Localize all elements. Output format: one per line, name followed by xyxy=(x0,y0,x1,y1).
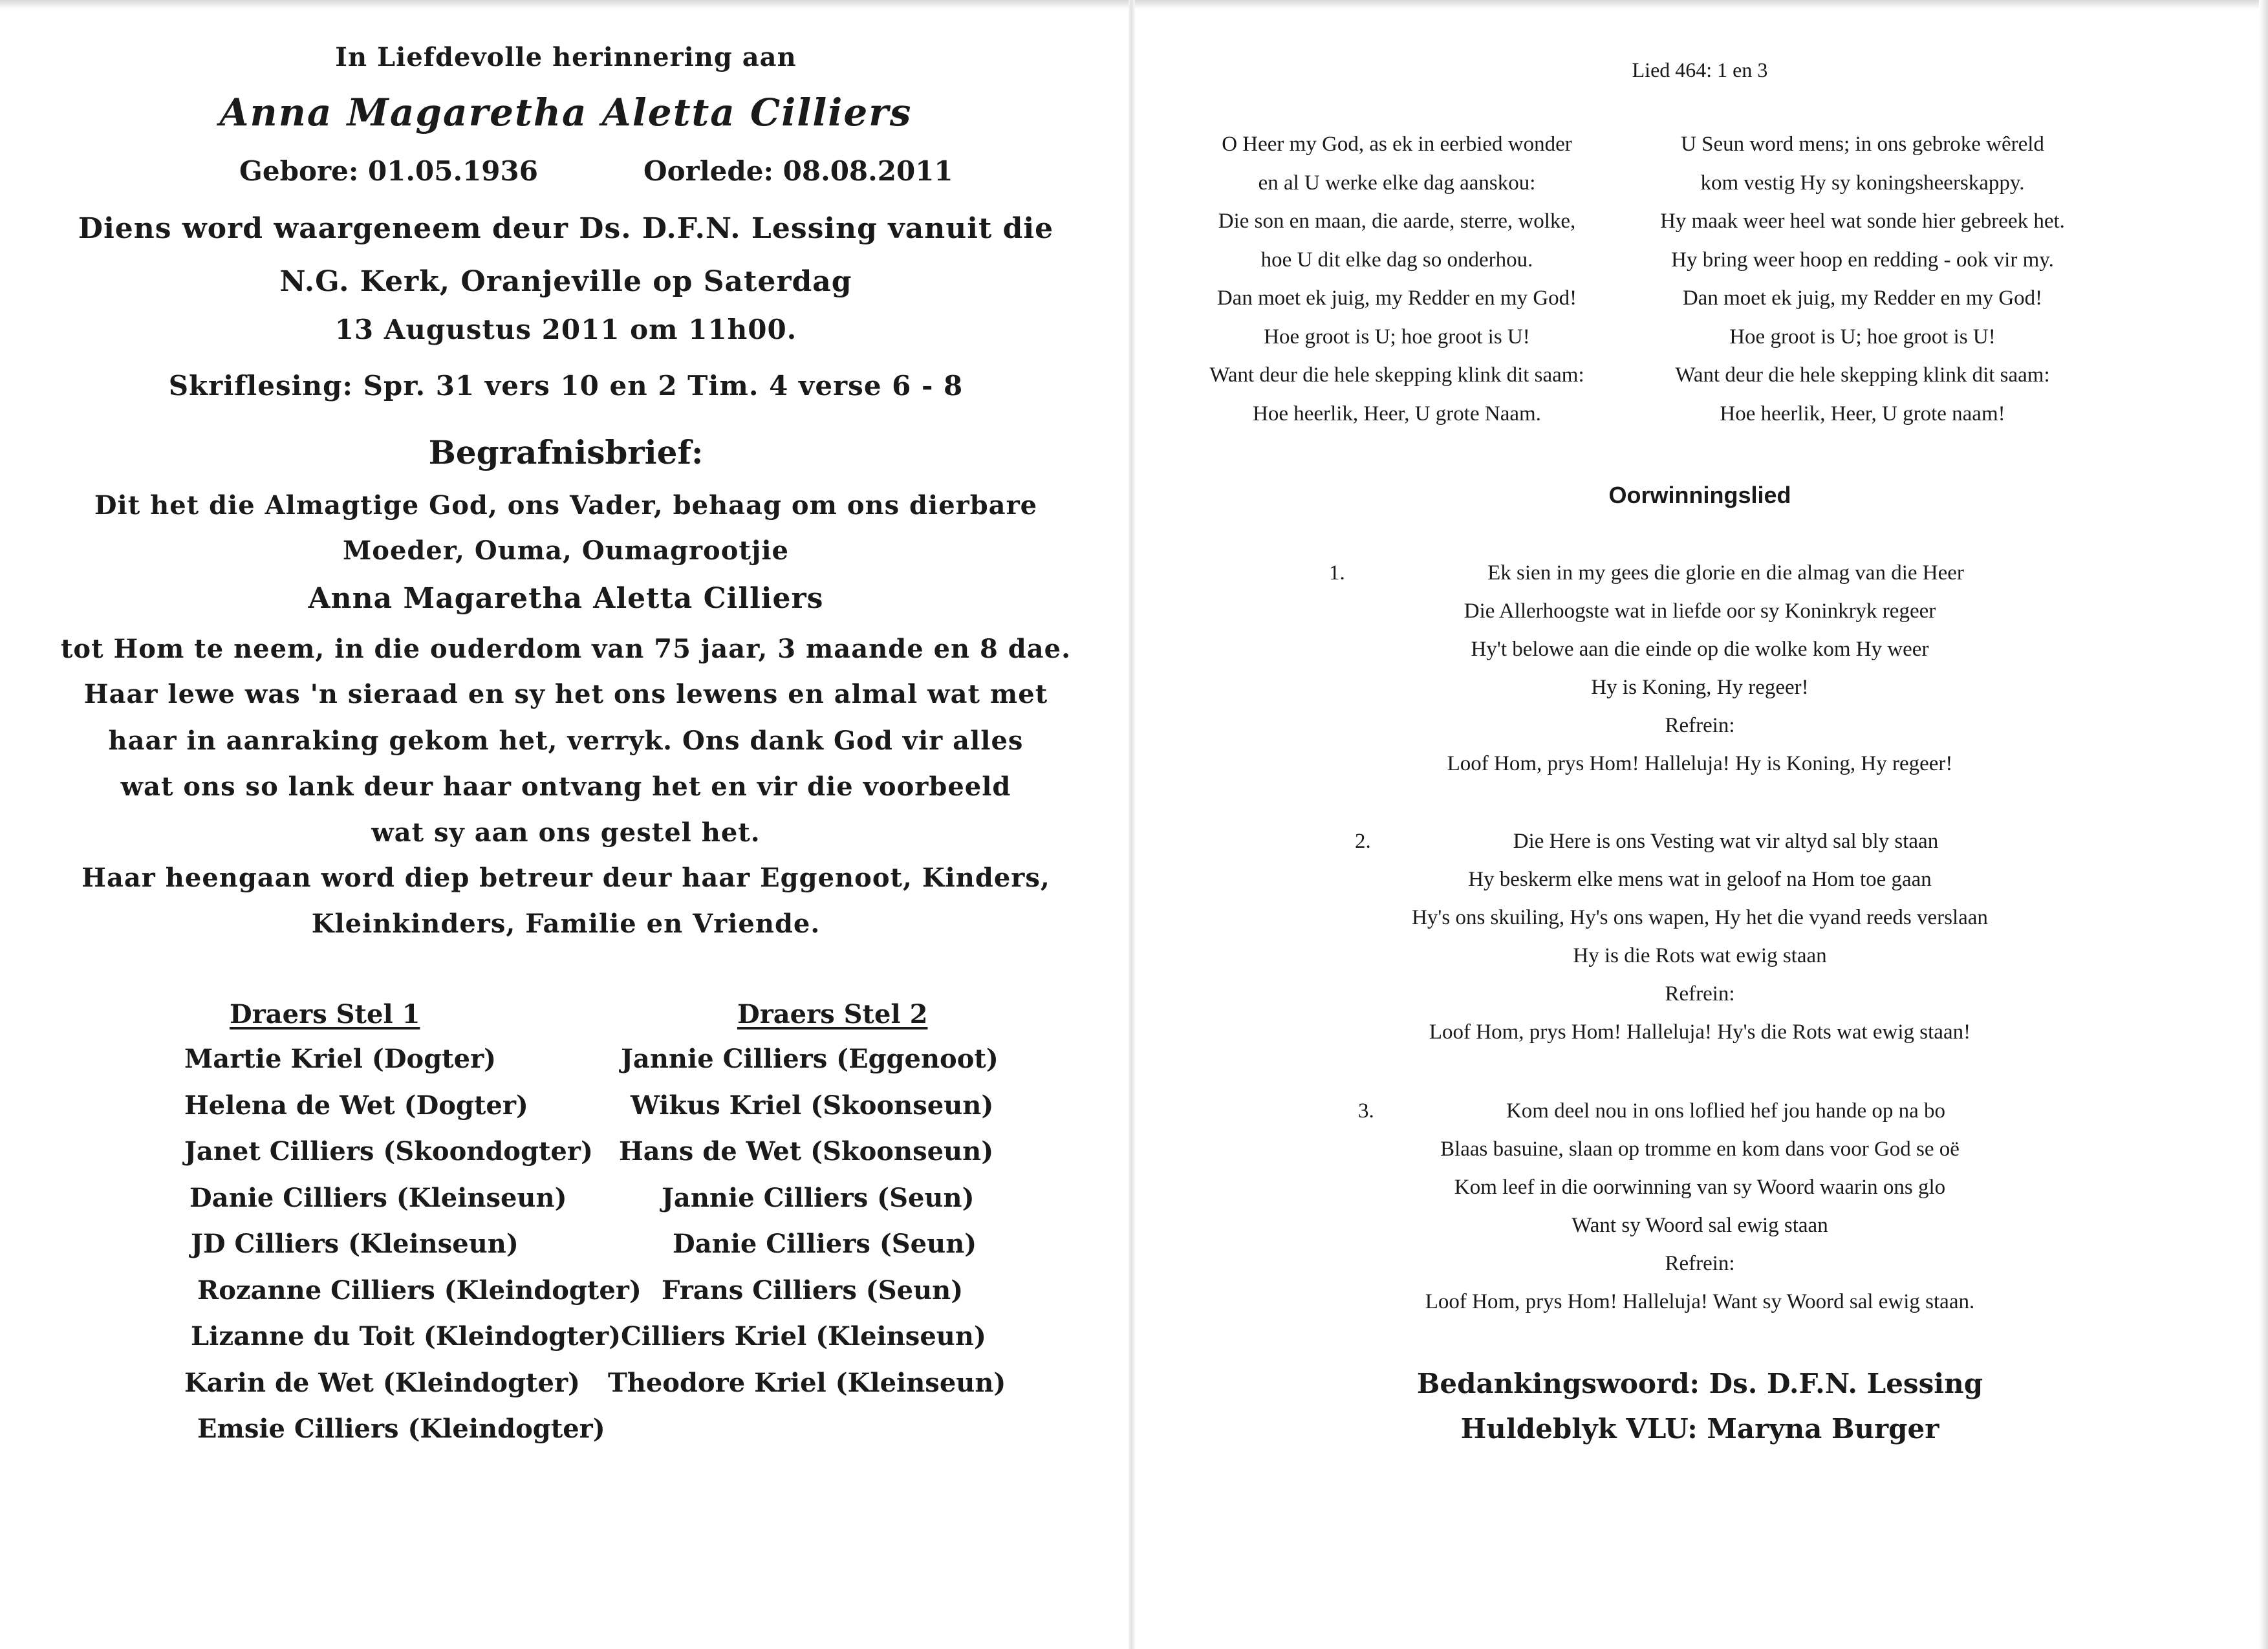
letter-heading: Begrafnisbrief: xyxy=(428,433,704,471)
pallbearers-set-1-heading: Draers Stel 1 xyxy=(230,999,420,1029)
hymn-line: Die son en maan, die aarde, sterre, wolke, xyxy=(1218,210,1576,233)
letter-line: Anna Magaretha Aletta Cilliers xyxy=(308,582,824,615)
hymn-line: Hy bring weer hoop en redding - ook vir my. xyxy=(1671,248,2054,272)
pallbearer: Hans de Wet (Skoonseun) xyxy=(619,1136,994,1167)
scripture-reading: Skriflesing: Spr. 31 vers 10 en 2 Tim. 4 verse 6 - 8 xyxy=(168,370,964,402)
letter-line: Haar lewe was 'n sieraad en sy het ons lewens en almal wat met xyxy=(83,679,1048,709)
hymn-line: Hy maak weer heel wat sonde hier gebreek het. xyxy=(1660,210,2065,233)
pallbearers-set-2 xyxy=(605,999,1006,1414)
verse-line: Kom leef in die oorwinning van sy Woord waarin ons glo xyxy=(1454,1176,1946,1199)
verse-line: Hy's ons skuiling, Hy's ons wapen, Hy het die vyand reeds verslaan xyxy=(1412,906,1988,929)
pallbearer: JD Cilliers (Kleinseun) xyxy=(191,1229,519,1259)
verse-number: 3. xyxy=(1358,1099,1374,1123)
hymn-line: Want deur die hele skepping klink dit saam: xyxy=(1675,363,2050,387)
letter-line: Haar heengaan word diep betreur deur haar Eggenoot, Kinders, xyxy=(81,863,1050,893)
refrain-line: Loof Hom, prys Hom! Halleluja! Hy's die Rots wat ewig staan! xyxy=(1429,1020,1971,1044)
pallbearer: Helena de Wet (Dogter) xyxy=(184,1090,528,1121)
verse-number: 2. xyxy=(1355,830,1371,853)
verse-line: Hy is die Rots wat ewig staan xyxy=(1573,944,1827,967)
hymn-verse-1 xyxy=(1164,133,1630,440)
verse-line: Hy beskerm elke mens wat in geloof na Hom toe gaan xyxy=(1468,868,1932,891)
hymn-line: O Heer my God, as ek in eerbied wonder xyxy=(1222,133,1572,156)
pallbearer: Jannie Cilliers (Eggenoot) xyxy=(621,1044,999,1074)
letter-line: Kleinkinders, Familie en Vriende. xyxy=(311,909,821,939)
hymn-line: U Seun word mens; in ons gebroke wêreld xyxy=(1681,133,2044,156)
pallbearer: Danie Cilliers (Seun) xyxy=(673,1229,977,1259)
verse-line: Hy't belowe aan die einde op die wolke kom Hy weer xyxy=(1471,638,1929,661)
verse-line xyxy=(1132,830,2268,868)
pallbearer: Frans Cilliers (Seun) xyxy=(662,1275,964,1306)
hymn-line: Hoe heerlik, Heer, U grote naam! xyxy=(1720,402,2005,426)
refrain-line: Loof Hom, prys Hom! Halleluja! Hy is Koning, Hy regeer! xyxy=(1447,752,1953,775)
deceased-name: Anna Magaretha Aletta Cilliers xyxy=(219,91,913,135)
hymn-line: Dan moet ek juig, my Redder en my God! xyxy=(1682,286,2043,310)
letter-line: Moeder, Ouma, Oumagrootjie xyxy=(342,535,790,566)
verse-text: Ek sien in my gees die glorie en die almag van die Heer xyxy=(1487,561,1964,585)
hymn-line: Hoe groot is U; hoe groot is U! xyxy=(1264,325,1530,349)
hymn-line: Hoe heerlik, Heer, U grote Naam. xyxy=(1253,402,1541,426)
pallbearer: Theodore Kriel (Kleinseun) xyxy=(608,1367,1006,1398)
verse-line: Want sy Woord sal ewig staan xyxy=(1571,1214,1828,1237)
verse-line: Blaas basuine, slaan op tromme en kom dans voor God se oë xyxy=(1440,1137,1960,1161)
verse-text: Die Here is ons Vesting wat vir altyd sal bly staan xyxy=(1513,830,1939,853)
refrain-label: Refrein: xyxy=(1665,982,1735,1006)
hymn-line: hoe U dit elke dag so onderhou. xyxy=(1260,248,1533,272)
pallbearer: Emsie Cilliers (Kleindogter) xyxy=(197,1414,605,1444)
verse-line: Die Allerhoogste wat in liefde oor sy Koninkryk regeer xyxy=(1463,599,1936,623)
service-line-2: N.G. Kerk, Oranjeville op Saterdag xyxy=(279,265,852,298)
hymn-line: kom vestig Hy sy koningsheerskappy. xyxy=(1700,171,2025,195)
tribute-line: Huldeblyk VLU: Maryna Burger xyxy=(1460,1413,1939,1445)
hymn-line: Want deur die hele skepping klink dit saam: xyxy=(1209,363,1584,387)
hymn-line: Hoe groot is U; hoe groot is U! xyxy=(1729,325,1996,349)
pallbearers-set-2-heading: Draers Stel 2 xyxy=(737,999,928,1029)
refrain-line: Loof Hom, prys Hom! Halleluja! Want sy Woord sal ewig staan. xyxy=(1425,1290,1975,1313)
letter-line: wat sy aan ons gestel het. xyxy=(371,817,761,848)
pallbearer: Cilliers Kriel (Kleinseun) xyxy=(621,1321,986,1352)
verse-line xyxy=(1132,1099,2268,1137)
refrain-label: Refrein: xyxy=(1665,1252,1735,1275)
song-verse-3 xyxy=(1132,1099,2268,1328)
service-line-1: Diens word waargeneem deur Ds. D.F.N. Lessing vanuit die xyxy=(78,212,1054,245)
verse-number: 1. xyxy=(1329,561,1345,585)
pallbearer: Wikus Kriel (Skoonseun) xyxy=(631,1090,994,1121)
death-date: Oorlede: 08.08.2011 xyxy=(643,155,953,187)
hymn-verse-3 xyxy=(1630,133,2095,440)
birth-date: Gebore: 01.05.1936 xyxy=(239,155,538,187)
pallbearer: Karin de Wet (Kleindogter) xyxy=(184,1367,580,1398)
birth-death-dates xyxy=(0,155,1132,194)
song-verse-1 xyxy=(1132,561,2268,790)
pallbearer: Danie Cilliers (Kleinseun) xyxy=(189,1182,567,1213)
hymn-reference: Lied 464: 1 en 3 xyxy=(1632,58,1768,81)
verse-line xyxy=(1132,561,2268,599)
song-verse-2 xyxy=(1132,830,2268,1059)
pallbearer: Lizanne du Toit (Kleindogter) xyxy=(191,1321,621,1352)
letter-line: haar in aanraking gekom het, verryk. Ons dank God vir alles xyxy=(108,726,1024,756)
right-page xyxy=(1132,0,2268,1649)
pallbearer: Rozanne Cilliers (Kleindogter) xyxy=(197,1275,642,1306)
letter-line: wat ons so lank deur haar ontvang het en vir die voorbeeld xyxy=(120,771,1011,802)
thanks-line: Bedankingswoord: Ds. D.F.N. Lessing xyxy=(1416,1368,1983,1399)
intro-line: In Liefdevolle herinnering aan xyxy=(335,42,797,72)
pallbearer: Martie Kriel (Dogter) xyxy=(184,1044,497,1074)
service-line-3: 13 Augustus 2011 om 11h00. xyxy=(334,314,797,345)
hymn-line: en al U werke elke dag aanskou: xyxy=(1258,171,1536,195)
left-page xyxy=(0,0,1132,1649)
pallbearers-set-1 xyxy=(184,999,642,1460)
hymn-line: Dan moet ek juig, my Redder en my God! xyxy=(1216,286,1577,310)
song-title: Oorwinningslied xyxy=(1608,482,1791,508)
pallbearer: Janet Cilliers (Skoondogter) xyxy=(184,1136,593,1167)
letter-line: tot Hom te neem, in die ouderdom van 75 jaar, 3 maande en 8 dae. xyxy=(60,634,1072,664)
refrain-label: Refrein: xyxy=(1665,714,1735,737)
pallbearer: Jannie Cilliers (Seun) xyxy=(662,1182,975,1213)
verse-line: Hy is Koning, Hy regeer! xyxy=(1591,676,1809,699)
verse-text: Kom deel nou in ons loflied hef jou hande op na bo xyxy=(1506,1099,1946,1123)
letter-line: Dit het die Almagtige God, ons Vader, behaag om ons dierbare xyxy=(94,490,1038,521)
